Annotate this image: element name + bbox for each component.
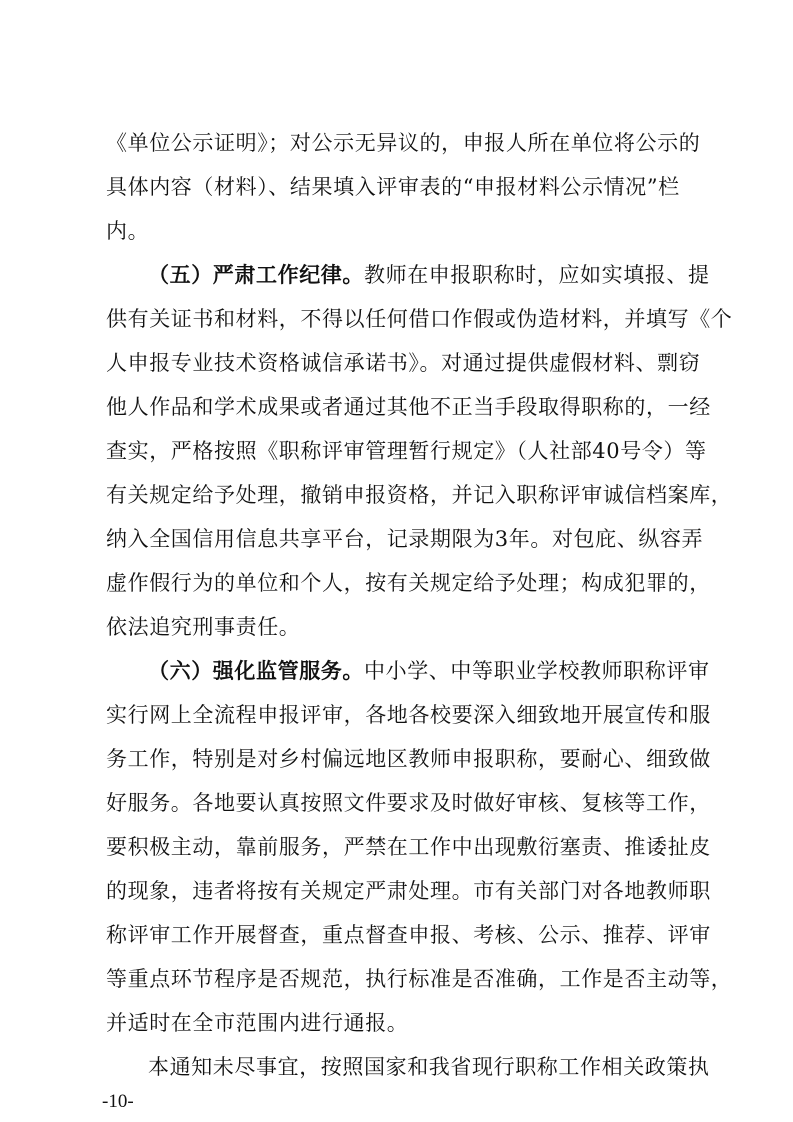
section-5-first-line (148, 253, 710, 297)
body-line-3: 内。 (106, 219, 150, 243)
body-line-6: 人申报专业技术资格诚信承诺书》。对通过提供虚假材料、剽窃 (106, 351, 701, 375)
body-line-19: 称评审工作开展督查，重点督查申报、考核、公示、推荐、评审 (106, 923, 711, 947)
body-line-12: 依法追究刑事责任。 (106, 615, 301, 639)
body-line-9: 有关规定给予处理，撤销申报资格，并记入职称评审诚信档案库， (106, 483, 733, 507)
body-line-15: 务工作，特别是对乡村偏远地区教师申报职称，要耐心、细致做 (106, 747, 711, 771)
section-5-heading: （五）严肃工作纪律。 (148, 263, 364, 287)
body-line-21: 并适时在全市范围内进行通报。 (106, 1011, 409, 1035)
body-line-17: 要积极主动，靠前服务，严禁在工作中出现敷衍塞责、推诿扯皮 (106, 835, 711, 859)
section-6-first-line (148, 649, 710, 693)
section-6-heading: （六）强化监管服务。 (148, 659, 364, 683)
body-line-5: 供有关证书和材料，不得以任何借口作假或伪造材料，并填写《个 (106, 307, 733, 331)
body-line-18: 的现象，违者将按有关规定严肃处理。市有关部门对各地教师职 (106, 879, 711, 903)
body-line-10: 纳入全国信用信息共享平台，记录期限为3年。对包庇、纵容弄 (106, 527, 704, 551)
body-line-1: 《单位公示证明》；对公示无异议的，申报人所在单位将公示的 (106, 131, 701, 155)
section-6-first-line-text: 中小学、中等职业学校教师职称评审 (364, 659, 710, 683)
body-line-8: 查实，严格按照《职称评审管理暂行规定》（人社部40号令）等 (106, 439, 707, 463)
body-line-14: 实行网上全流程申报评审，各地各校要深入细致地开展宣传和服 (106, 703, 711, 727)
body-line-2: 具体内容（材料）、结果填入评审表的“申报材料公示情况”栏 (106, 175, 680, 199)
body-line-20: 等重点环节程序是否规范，执行标准是否准确，工作是否主动等， (106, 967, 733, 991)
body-line-16: 好服务。各地要认真按照文件要求及时做好审核、复核等工作， (106, 791, 711, 815)
closing-line: 本通知未尽事宜，按照国家和我省现行职称工作相关政策执 (148, 1055, 710, 1079)
body-line-11: 虚作假行为的单位和个人，按有关规定给予处理；构成犯罪的， (106, 571, 711, 595)
body-line-7: 他人作品和学术成果或者通过其他不正当手段取得职称的，一经 (106, 395, 711, 419)
page-number: -10- (102, 1091, 134, 1112)
section-5-first-line-text: 教师在申报职称时，应如实填报、提 (364, 263, 710, 287)
